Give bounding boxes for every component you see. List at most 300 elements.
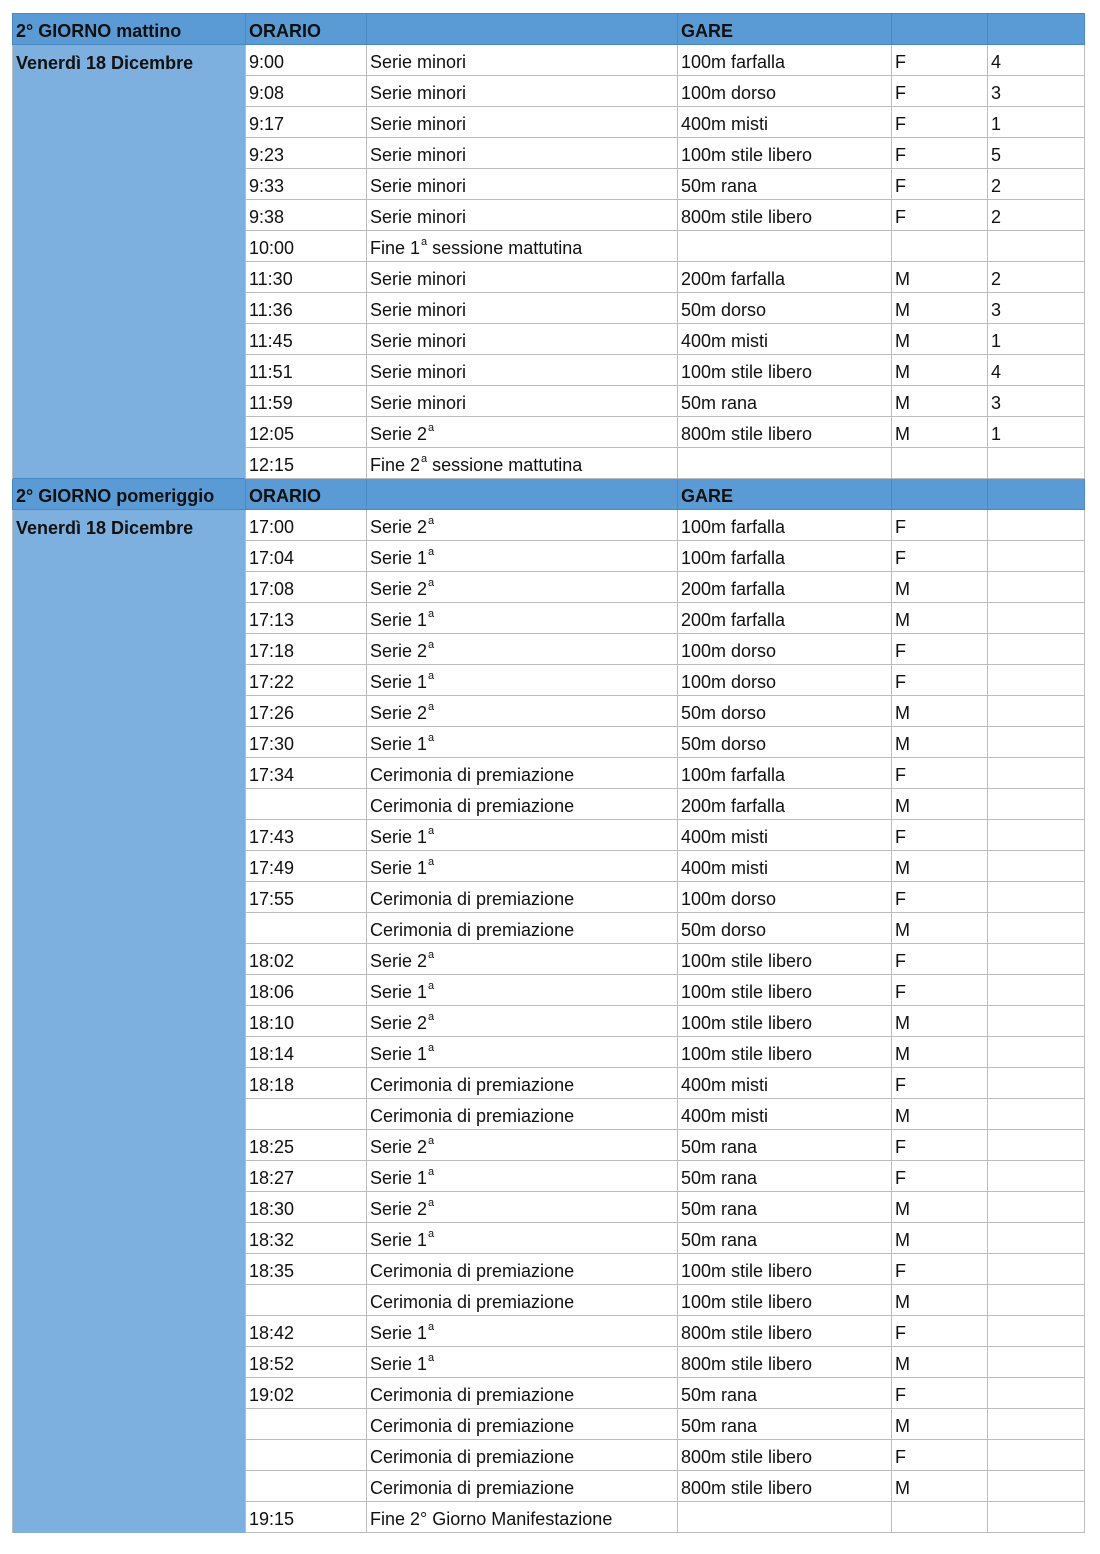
race-cell: 100m stile libero [678, 355, 892, 386]
section-title: 2° GIORNO mattino [13, 14, 246, 45]
section-header [13, 14, 1085, 45]
count-cell [988, 603, 1085, 634]
race-cell: 100m dorso [678, 634, 892, 665]
event-text: Serie minori [370, 145, 467, 165]
event-text: Cerimonia di premiazione [370, 1075, 575, 1095]
count-cell: 1 [988, 107, 1085, 138]
time-cell: 9:38 [246, 200, 367, 231]
side-band [13, 634, 246, 665]
time-cell: 18:42 [246, 1316, 367, 1347]
race-cell: 800m stile libero [678, 1440, 892, 1471]
side-band [13, 1223, 246, 1254]
event-cell [367, 262, 678, 293]
race-cell: 800m stile libero [678, 200, 892, 231]
ordinal-suffix: a [428, 670, 435, 682]
table-row [13, 1068, 1085, 1099]
count-cell [988, 820, 1085, 851]
sex-cell: F [892, 107, 988, 138]
event-cell [367, 1409, 678, 1440]
event-cell [367, 1316, 678, 1347]
event-text: Serie 2 [370, 1137, 428, 1157]
table-row [13, 448, 1085, 479]
schedule-sheet [12, 13, 1084, 1533]
table-row [13, 386, 1085, 417]
event-text: Cerimonia di premiazione [370, 1385, 575, 1405]
race-cell [678, 1502, 892, 1533]
event-cell [367, 107, 678, 138]
time-cell: 9:33 [246, 169, 367, 200]
count-cell [988, 1409, 1085, 1440]
count-cell: 5 [988, 138, 1085, 169]
count-header [988, 14, 1085, 45]
time-cell: 12:05 [246, 417, 367, 448]
table-row [13, 1099, 1085, 1130]
event-cell [367, 572, 678, 603]
race-cell: 800m stile libero [678, 1347, 892, 1378]
count-cell [988, 231, 1085, 262]
sex-cell: F [892, 944, 988, 975]
race-cell: 800m stile libero [678, 417, 892, 448]
sex-cell [892, 231, 988, 262]
side-band [13, 944, 246, 975]
day-label: Venerdì 18 Dicembre [13, 45, 246, 76]
race-cell: 200m farfalla [678, 572, 892, 603]
event-cell [367, 293, 678, 324]
time-cell: 18:25 [246, 1130, 367, 1161]
event-cell [367, 541, 678, 572]
time-cell: 19:02 [246, 1378, 367, 1409]
side-band [13, 758, 246, 789]
side-band [13, 200, 246, 231]
time-cell: 17:55 [246, 882, 367, 913]
side-band [13, 231, 246, 262]
table-row [13, 1006, 1085, 1037]
race-cell: 100m dorso [678, 76, 892, 107]
event-text: Serie 1 [370, 672, 428, 692]
side-band [13, 1378, 246, 1409]
race-cell: 100m stile libero [678, 1037, 892, 1068]
race-cell: 100m farfalla [678, 45, 892, 76]
event-cell [367, 1347, 678, 1378]
side-band [13, 417, 246, 448]
sex-cell: F [892, 882, 988, 913]
event-text: Fine 2° Giorno Manifestazione [370, 1509, 613, 1529]
race-cell: 50m rana [678, 1161, 892, 1192]
sex-cell: F [892, 169, 988, 200]
time-cell: 17:04 [246, 541, 367, 572]
race-cell: 400m misti [678, 1099, 892, 1130]
time-cell: 18:27 [246, 1161, 367, 1192]
ordinal-suffix: a [428, 1166, 435, 1178]
event-header [367, 479, 678, 510]
sex-cell: F [892, 541, 988, 572]
table-row [13, 758, 1085, 789]
race-cell: 400m misti [678, 107, 892, 138]
time-cell [246, 1471, 367, 1502]
event-text: Serie 1 [370, 548, 428, 568]
race-cell [678, 231, 892, 262]
sex-cell [892, 448, 988, 479]
time-cell: 9:23 [246, 138, 367, 169]
count-cell [988, 634, 1085, 665]
event-cell [367, 231, 678, 262]
time-cell: 17:13 [246, 603, 367, 634]
event-text: Serie 1 [370, 1168, 428, 1188]
side-band [13, 975, 246, 1006]
time-cell: 10:00 [246, 231, 367, 262]
event-text-rest: sessione mattutina [427, 238, 583, 258]
event-cell [367, 200, 678, 231]
sex-cell: F [892, 45, 988, 76]
count-cell [988, 541, 1085, 572]
table-row [13, 1285, 1085, 1316]
race-cell: 50m rana [678, 1192, 892, 1223]
race-cell: 100m farfalla [678, 510, 892, 541]
side-band [13, 355, 246, 386]
sex-cell: F [892, 758, 988, 789]
time-cell [246, 789, 367, 820]
count-cell [988, 913, 1085, 944]
count-cell: 1 [988, 324, 1085, 355]
event-cell [367, 696, 678, 727]
time-cell: 17:30 [246, 727, 367, 758]
ordinal-suffix: a [428, 732, 435, 744]
time-cell: 18:32 [246, 1223, 367, 1254]
sex-cell: M [892, 1347, 988, 1378]
sex-cell: M [892, 851, 988, 882]
event-text: Serie minori [370, 362, 467, 382]
count-cell [988, 1378, 1085, 1409]
time-cell: 11:51 [246, 355, 367, 386]
sex-cell: M [892, 417, 988, 448]
sex-cell: F [892, 1068, 988, 1099]
side-band [13, 1409, 246, 1440]
sex-cell: F [892, 975, 988, 1006]
table-row [13, 851, 1085, 882]
race-cell: 100m farfalla [678, 758, 892, 789]
event-text: Serie 1 [370, 1230, 428, 1250]
sex-cell: F [892, 1316, 988, 1347]
sex-cell: M [892, 1099, 988, 1130]
time-cell: 18:10 [246, 1006, 367, 1037]
event-cell [367, 789, 678, 820]
ordinal-suffix: a [428, 1135, 435, 1147]
sex-cell: F [892, 1254, 988, 1285]
time-cell: 11:45 [246, 324, 367, 355]
time-cell: 17:26 [246, 696, 367, 727]
count-cell: 4 [988, 355, 1085, 386]
side-band [13, 1502, 246, 1533]
table-row [13, 1130, 1085, 1161]
side-band [13, 1316, 246, 1347]
ordinal-suffix: a [428, 1228, 435, 1240]
sex-cell: M [892, 603, 988, 634]
time-cell [246, 1440, 367, 1471]
time-cell: 18:06 [246, 975, 367, 1006]
event-text-rest: sessione mattutina [427, 455, 583, 475]
sex-cell: M [892, 1285, 988, 1316]
ordinal-suffix: a [428, 949, 435, 961]
table-row [13, 603, 1085, 634]
event-text: Fine 2 [370, 455, 421, 475]
sex-cell: F [892, 1161, 988, 1192]
sex-cell: M [892, 386, 988, 417]
time-cell: 18:02 [246, 944, 367, 975]
count-cell [988, 1285, 1085, 1316]
event-cell [367, 1378, 678, 1409]
count-cell [988, 665, 1085, 696]
table-row [13, 634, 1085, 665]
side-band [13, 107, 246, 138]
race-cell: 50m rana [678, 1378, 892, 1409]
sex-header [892, 14, 988, 45]
event-cell [367, 45, 678, 76]
event-cell [367, 634, 678, 665]
event-text: Serie minori [370, 393, 467, 413]
event-cell [367, 510, 678, 541]
race-cell: 100m stile libero [678, 1254, 892, 1285]
ordinal-suffix: a [428, 825, 435, 837]
ordinal-suffix: a [428, 1321, 435, 1333]
event-cell [367, 1502, 678, 1533]
table-row [13, 510, 1085, 541]
sex-cell: F [892, 1378, 988, 1409]
ordinal-suffix: a [428, 422, 435, 434]
race-cell: 400m misti [678, 1068, 892, 1099]
time-cell: 18:52 [246, 1347, 367, 1378]
time-cell [246, 1409, 367, 1440]
race-cell: 100m dorso [678, 882, 892, 913]
event-cell [367, 1285, 678, 1316]
table-row [13, 1316, 1085, 1347]
event-cell [367, 138, 678, 169]
side-band [13, 1006, 246, 1037]
table-row [13, 1223, 1085, 1254]
sex-cell: F [892, 138, 988, 169]
count-cell [988, 696, 1085, 727]
side-band [13, 1471, 246, 1502]
table-row [13, 107, 1085, 138]
ordinal-suffix: a [428, 1352, 435, 1364]
ordinal-suffix: a [428, 577, 435, 589]
table-row [13, 944, 1085, 975]
time-cell: 9:00 [246, 45, 367, 76]
table-row [13, 262, 1085, 293]
ordinal-suffix: a [428, 1197, 435, 1209]
count-cell [988, 789, 1085, 820]
count-cell [988, 1099, 1085, 1130]
table-row [13, 1161, 1085, 1192]
count-cell: 1 [988, 417, 1085, 448]
event-text: Serie 2 [370, 424, 428, 444]
side-band [13, 727, 246, 758]
race-cell: 100m stile libero [678, 975, 892, 1006]
count-cell [988, 1068, 1085, 1099]
event-text: Serie minori [370, 331, 467, 351]
event-cell [367, 944, 678, 975]
event-cell [367, 1254, 678, 1285]
event-text: Serie minori [370, 269, 467, 289]
count-cell [988, 1192, 1085, 1223]
count-cell [988, 572, 1085, 603]
event-cell [367, 386, 678, 417]
event-cell [367, 324, 678, 355]
count-cell [988, 758, 1085, 789]
table-row [13, 417, 1085, 448]
race-cell: 100m dorso [678, 665, 892, 696]
table-row [13, 1347, 1085, 1378]
count-cell [988, 1254, 1085, 1285]
race-cell: 200m farfalla [678, 603, 892, 634]
race-cell: 50m rana [678, 386, 892, 417]
race-cell: 100m stile libero [678, 1285, 892, 1316]
event-text: Cerimonia di premiazione [370, 920, 575, 940]
ordinal-suffix: a [428, 639, 435, 651]
side-band [13, 541, 246, 572]
event-text: Serie 1 [370, 982, 428, 1002]
count-cell [988, 1006, 1085, 1037]
race-cell: 50m rana [678, 1223, 892, 1254]
side-band [13, 1161, 246, 1192]
event-text: Serie minori [370, 83, 467, 103]
time-cell: 19:15 [246, 1502, 367, 1533]
time-cell [246, 1285, 367, 1316]
event-text: Serie minori [370, 52, 467, 72]
section-title: 2° GIORNO pomeriggio [13, 479, 246, 510]
time-cell: 11:59 [246, 386, 367, 417]
time-cell: 18:14 [246, 1037, 367, 1068]
table-row [13, 665, 1085, 696]
event-text: Serie minori [370, 176, 467, 196]
time-cell: 9:17 [246, 107, 367, 138]
sex-cell: F [892, 200, 988, 231]
side-band [13, 1037, 246, 1068]
count-cell [988, 975, 1085, 1006]
count-cell [988, 1223, 1085, 1254]
table-row [13, 913, 1085, 944]
event-text: Serie 2 [370, 1199, 428, 1219]
count-cell [988, 1316, 1085, 1347]
event-text: Serie 1 [370, 827, 428, 847]
count-cell [988, 1471, 1085, 1502]
count-cell [988, 1130, 1085, 1161]
table-row [13, 1440, 1085, 1471]
side-band [13, 1440, 246, 1471]
table-row [13, 293, 1085, 324]
event-text: Cerimonia di premiazione [370, 796, 575, 816]
time-cell: 17:18 [246, 634, 367, 665]
time-cell: 11:36 [246, 293, 367, 324]
side-band [13, 1192, 246, 1223]
sex-cell: M [892, 1409, 988, 1440]
count-cell [988, 944, 1085, 975]
event-cell [367, 851, 678, 882]
event-cell [367, 758, 678, 789]
sex-cell: F [892, 76, 988, 107]
time-cell: 11:30 [246, 262, 367, 293]
sex-header [892, 479, 988, 510]
table-row [13, 1502, 1085, 1533]
table-row [13, 1471, 1085, 1502]
count-cell: 3 [988, 76, 1085, 107]
event-text: Cerimonia di premiazione [370, 1261, 575, 1281]
event-text: Serie 2 [370, 703, 428, 723]
event-cell [367, 603, 678, 634]
event-cell [367, 76, 678, 107]
table-row [13, 45, 1085, 76]
race-cell: 400m misti [678, 851, 892, 882]
event-cell [367, 1471, 678, 1502]
race-cell: 100m farfalla [678, 541, 892, 572]
race-cell: 400m misti [678, 324, 892, 355]
time-cell [246, 913, 367, 944]
event-text: Serie minori [370, 207, 467, 227]
event-text: Serie 2 [370, 641, 428, 661]
ordinal-suffix: a [428, 515, 435, 527]
table-row [13, 975, 1085, 1006]
side-band [13, 1285, 246, 1316]
time-cell: 17:34 [246, 758, 367, 789]
event-cell [367, 1068, 678, 1099]
table-row [13, 231, 1085, 262]
event-cell [367, 975, 678, 1006]
race-cell: 100m stile libero [678, 1006, 892, 1037]
gare-header: GARE [678, 14, 892, 45]
side-band [13, 76, 246, 107]
event-text: Cerimonia di premiazione [370, 1416, 575, 1436]
count-cell [988, 448, 1085, 479]
event-cell [367, 169, 678, 200]
count-cell [988, 1037, 1085, 1068]
event-text: Serie 1 [370, 1354, 428, 1374]
sex-cell: M [892, 727, 988, 758]
count-cell [988, 1440, 1085, 1471]
event-cell [367, 1037, 678, 1068]
sex-cell: F [892, 510, 988, 541]
sex-cell: M [892, 1037, 988, 1068]
ordinal-suffix: a [428, 1011, 435, 1023]
event-text: Serie 1 [370, 610, 428, 630]
sex-cell: M [892, 262, 988, 293]
sex-cell: M [892, 1471, 988, 1502]
table-row [13, 169, 1085, 200]
sex-cell: F [892, 820, 988, 851]
event-text: Cerimonia di premiazione [370, 765, 575, 785]
table-row [13, 789, 1085, 820]
event-text: Serie 2 [370, 951, 428, 971]
event-text: Cerimonia di premiazione [370, 889, 575, 909]
event-cell [367, 1099, 678, 1130]
sex-cell: F [892, 1130, 988, 1161]
race-cell: 50m dorso [678, 696, 892, 727]
event-cell [367, 913, 678, 944]
table-row [13, 76, 1085, 107]
table-row [13, 820, 1085, 851]
table-row [13, 1192, 1085, 1223]
race-cell: 200m farfalla [678, 262, 892, 293]
event-cell [367, 1006, 678, 1037]
event-text: Serie 1 [370, 1044, 428, 1064]
ordinal-suffix: a [421, 453, 428, 465]
time-cell: 18:35 [246, 1254, 367, 1285]
table-row [13, 1378, 1085, 1409]
orario-header: ORARIO [246, 479, 367, 510]
race-cell: 50m rana [678, 1409, 892, 1440]
race-cell: 50m dorso [678, 913, 892, 944]
time-cell: 17:08 [246, 572, 367, 603]
sex-cell: M [892, 1192, 988, 1223]
side-band [13, 851, 246, 882]
